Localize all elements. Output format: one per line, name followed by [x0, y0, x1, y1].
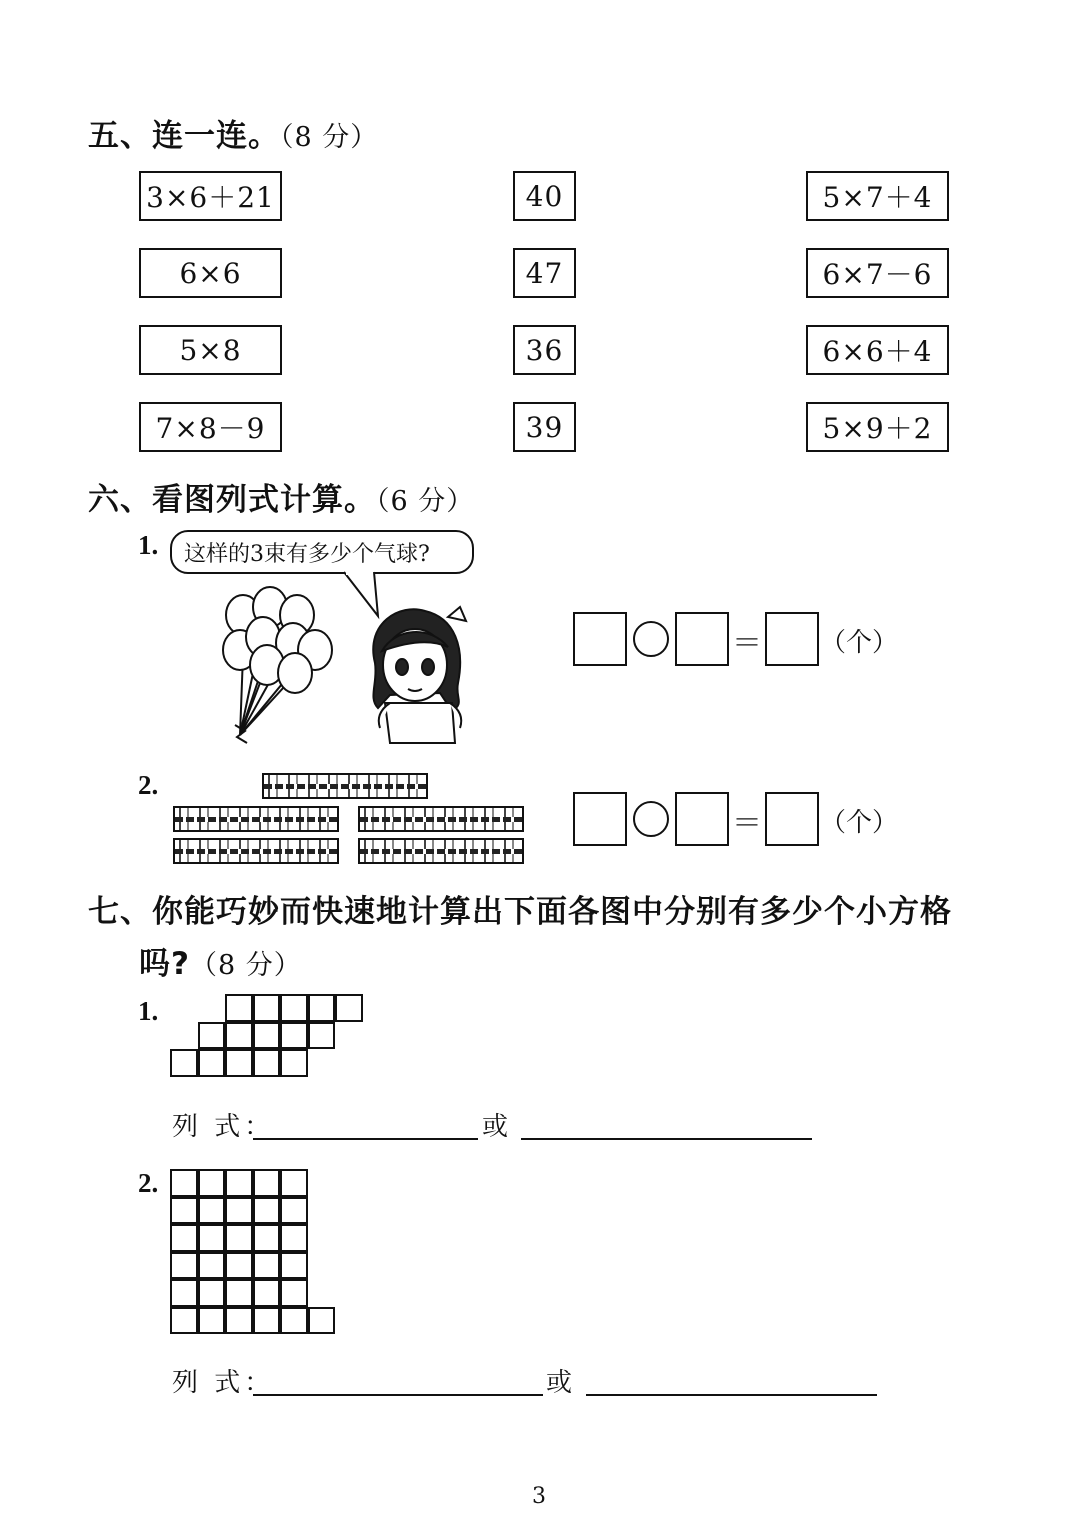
s7-q1-number: 1.	[138, 996, 159, 1026]
section5-title: 五、连一连。	[88, 118, 280, 154]
grid-cell	[280, 1279, 308, 1307]
grid-cell	[308, 994, 336, 1022]
grid-cell	[198, 1197, 226, 1225]
grid-cell	[280, 1224, 308, 1252]
grid-cell	[225, 1169, 253, 1197]
bundle-top	[262, 773, 428, 799]
grid-cell	[253, 1169, 281, 1197]
mid-value-3[interactable]: 36	[513, 325, 576, 375]
grid-cell	[198, 1224, 226, 1252]
right-expr-2[interactable]: 6×7－6	[806, 248, 949, 298]
answer-box-q2-a[interactable]	[573, 792, 627, 846]
grid-cell	[253, 994, 281, 1022]
grid-cell	[253, 1224, 281, 1252]
bundle-right-2	[358, 838, 524, 864]
grid-cell	[225, 1307, 253, 1335]
mid-value-4[interactable]: 39	[513, 402, 576, 452]
s7-q2-answer-line-1[interactable]	[253, 1394, 543, 1396]
page-number: 3	[532, 1484, 546, 1509]
grid-cell	[198, 1307, 226, 1335]
equals-sign-q1: ＝	[732, 626, 762, 661]
bundle-right-1	[358, 806, 524, 832]
operator-circle-q2[interactable]	[633, 801, 669, 837]
grid-cell	[253, 1049, 281, 1077]
bundle-left-2	[173, 838, 339, 864]
grid-cell	[335, 994, 363, 1022]
grid-cell	[280, 994, 308, 1022]
grid-cell	[253, 1252, 281, 1280]
s7-q1-label: 列 式：	[172, 1112, 275, 1142]
speech-bubble	[170, 530, 474, 574]
grid-cell	[280, 1049, 308, 1077]
s6-q1-number: 1.	[138, 530, 159, 560]
section5-points: （8 分）	[280, 122, 379, 153]
girl-illustration	[360, 603, 472, 748]
grid-cell	[170, 1224, 198, 1252]
grid-cell	[225, 1279, 253, 1307]
section7-points: （8 分）	[189, 950, 302, 981]
answer-box-q2-b[interactable]	[675, 792, 729, 846]
balloons-image	[215, 585, 340, 750]
grid-cell	[198, 1049, 226, 1077]
grid-cell	[225, 994, 253, 1022]
right-expr-1[interactable]: 5×7＋4	[806, 171, 949, 221]
s7-q2-or: 或	[546, 1368, 573, 1398]
section7-title-line2: 吗?	[139, 946, 190, 982]
s7-q2-label: 列 式：	[172, 1368, 275, 1398]
section5-heading	[88, 110, 378, 155]
grid-cell	[253, 1307, 281, 1335]
left-expr-2[interactable]: 6×6	[139, 248, 282, 298]
grid-cell	[225, 1049, 253, 1077]
mid-value-1[interactable]: 40	[513, 171, 576, 221]
grid-cell	[253, 1197, 281, 1225]
equals-sign-q2: ＝	[732, 806, 762, 841]
s7-q2-answer-line-2[interactable]	[586, 1394, 877, 1396]
grid-cell	[225, 1022, 253, 1050]
section6-title: 六、看图列式计算。	[88, 482, 376, 518]
s6-q2-number: 2.	[138, 770, 159, 800]
answer-box-q1-b[interactable]	[675, 612, 729, 666]
grid-cell	[280, 1169, 308, 1197]
answer-box-q1-a[interactable]	[573, 612, 627, 666]
grid-cell	[225, 1252, 253, 1280]
answer-box-q2-result[interactable]	[765, 792, 819, 846]
operator-circle-q1[interactable]	[633, 621, 669, 657]
grid-cell	[253, 1022, 281, 1050]
grid-cell	[170, 1279, 198, 1307]
s7-q1-answer-line-1[interactable]	[253, 1138, 478, 1140]
unit-q2: （个）	[820, 808, 899, 838]
grid-cell	[198, 1169, 226, 1197]
speech-text: 这样的3束有多少个气球?	[184, 541, 430, 567]
s7-q2-number: 2.	[138, 1168, 159, 1198]
s7-q1-or: 或	[482, 1112, 509, 1142]
grid-cell	[225, 1197, 253, 1225]
grid-cell	[198, 1022, 226, 1050]
grid-cell	[280, 1022, 308, 1050]
grid-cell	[170, 1049, 198, 1077]
section7-heading-line2	[139, 938, 302, 983]
left-expr-4[interactable]: 7×8－9	[139, 402, 282, 452]
section6-heading	[88, 474, 474, 519]
left-expr-1[interactable]: 3×6＋21	[139, 171, 282, 221]
grid-cell	[198, 1252, 226, 1280]
grid-cell	[280, 1307, 308, 1335]
left-expr-3[interactable]: 5×8	[139, 325, 282, 375]
mid-value-2[interactable]: 47	[513, 248, 576, 298]
grid-cell	[253, 1279, 281, 1307]
grid-cell	[308, 1022, 336, 1050]
unit-q1: （个）	[820, 628, 899, 658]
grid-cell	[170, 1169, 198, 1197]
section7-heading-line1: 七、你能巧妙而快速地计算出下面各图中分别有多少个小方格	[88, 894, 952, 930]
right-expr-4[interactable]: 5×9＋2	[806, 402, 949, 452]
grid-cell	[170, 1197, 198, 1225]
grid-cell	[170, 1252, 198, 1280]
bundle-left-1	[173, 806, 339, 832]
grid-cell	[280, 1197, 308, 1225]
section6-points: （6 分）	[376, 486, 475, 517]
grid-cell	[280, 1252, 308, 1280]
answer-box-q1-result[interactable]	[765, 612, 819, 666]
grid-cell	[225, 1224, 253, 1252]
right-expr-3[interactable]: 6×6＋4	[806, 325, 949, 375]
s7-q1-answer-line-2[interactable]	[521, 1138, 812, 1140]
grid-cell	[170, 1307, 198, 1335]
grid-cell	[308, 1307, 336, 1335]
grid-cell	[198, 1279, 226, 1307]
